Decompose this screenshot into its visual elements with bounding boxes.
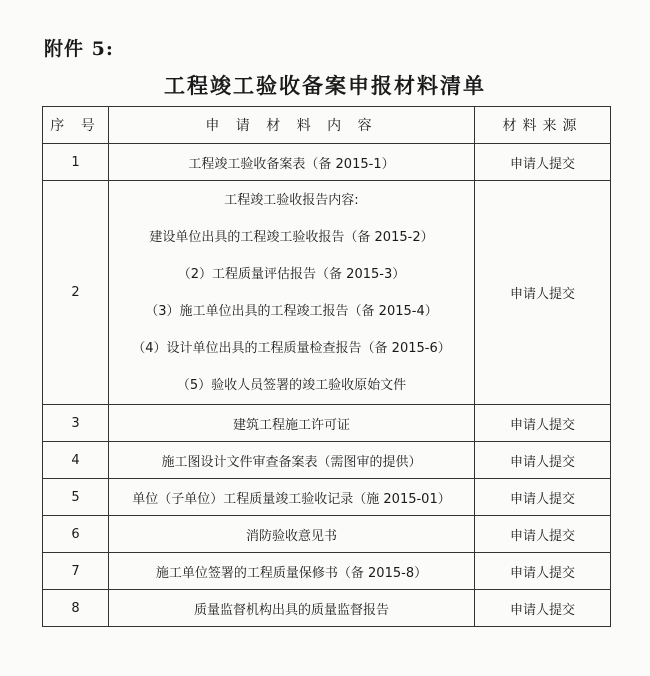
table-row [43, 479, 611, 516]
row-source: 申请人提交 [475, 405, 611, 442]
row-content-line: 建设单位出具的工程竣工验收报告（备 2015-2） [149, 229, 434, 245]
attachment-label: 附件 5: [44, 38, 114, 60]
table-row [43, 405, 611, 442]
row-content: 单位（子单位）工程质量竣工验收记录（施 2015-01） [109, 479, 475, 516]
row-content: 工程竣工验收备案表（备 2015-1） [109, 144, 475, 181]
row-content-line: （2）工程质量评估报告（备 2015-3） [177, 266, 406, 282]
table-header-row [43, 107, 611, 144]
table-row [43, 516, 611, 553]
row-content-line: （4）设计单位出具的工程质量检查报告（备 2015-6） [132, 340, 451, 356]
document-title: 工程竣工验收备案申报材料清单 [164, 73, 486, 98]
row-index: 6 [43, 516, 109, 553]
row-content-line: （3）施工单位出具的工程竣工报告（备 2015-4） [145, 303, 438, 319]
row-content-line: 工程竣工验收报告内容: [224, 192, 359, 208]
row-content: 施工单位签署的工程质量保修书（备 2015-8） [109, 553, 475, 590]
table-row [43, 553, 611, 590]
row-content: 建筑工程施工许可证 [109, 405, 475, 442]
row-source: 申请人提交 [475, 516, 611, 553]
row-source: 申请人提交 [475, 479, 611, 516]
row-content-list [109, 181, 475, 405]
row-index: 4 [43, 442, 109, 479]
row-content: 质量监督机构出具的质量监督报告 [109, 590, 475, 627]
table-row [43, 442, 611, 479]
column-header-index: 序 号 [43, 107, 109, 144]
table-row [43, 144, 611, 181]
row-index: 2 [43, 181, 109, 405]
row-index: 8 [43, 590, 109, 627]
row-source: 申请人提交 [475, 442, 611, 479]
table-row [43, 181, 611, 405]
row-source: 申请人提交 [475, 144, 611, 181]
row-index: 3 [43, 405, 109, 442]
row-source: 申请人提交 [475, 181, 611, 405]
column-header-content: 申 请 材 料 内 容 [109, 107, 475, 144]
row-index: 1 [43, 144, 109, 181]
table-row [43, 590, 611, 627]
row-content-line: （5）验收人员签署的竣工验收原始文件 [176, 377, 407, 393]
row-source: 申请人提交 [475, 590, 611, 627]
materials-table [42, 106, 611, 627]
row-content: 施工图设计文件审查备案表（需图审的提供） [109, 442, 475, 479]
column-header-source: 材料来源 [475, 107, 611, 144]
row-content: 消防验收意见书 [109, 516, 475, 553]
row-index: 7 [43, 553, 109, 590]
row-index: 5 [43, 479, 109, 516]
row-source: 申请人提交 [475, 553, 611, 590]
